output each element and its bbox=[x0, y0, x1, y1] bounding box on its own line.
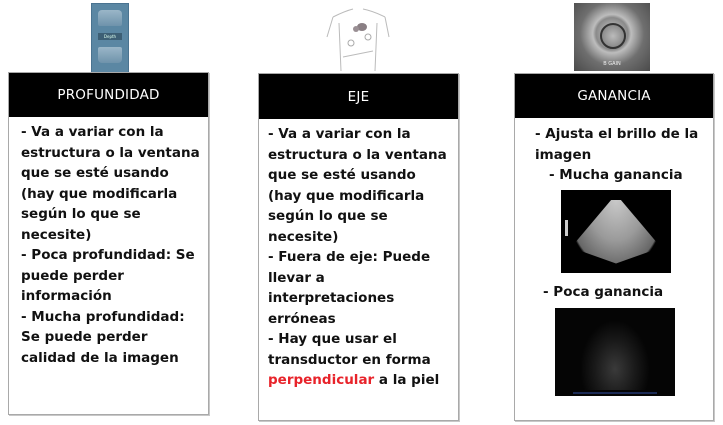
torso-transducer-positions-icon bbox=[323, 3, 393, 71]
text-line: (hay que modificarla bbox=[268, 187, 425, 204]
text-line: - Va a variar con la bbox=[21, 124, 164, 140]
depth-control-buttons-icon: Depth bbox=[91, 3, 129, 73]
card-body bbox=[515, 118, 713, 396]
profundidad-card bbox=[8, 72, 209, 415]
text-line: estructura o la ventana bbox=[268, 146, 447, 163]
text-line: transductor en forma bbox=[268, 351, 431, 368]
text-line: que se esté usando bbox=[268, 167, 416, 183]
text-line: según lo que se bbox=[268, 208, 388, 224]
card-title: PROFUNDIDAD bbox=[57, 87, 160, 103]
card-header bbox=[515, 74, 713, 118]
card-title: GANANCIA bbox=[577, 88, 651, 104]
low-gain-label: - Poca ganancia bbox=[543, 283, 664, 300]
text-line: necesite) bbox=[268, 228, 339, 245]
text-line: estructura o la ventana bbox=[21, 144, 200, 161]
text-line: - Fuera de eje: Puede bbox=[268, 249, 431, 265]
text-line: - Ajusta el brillo de la bbox=[535, 126, 699, 142]
high-gain-label: - Mucha ganancia bbox=[549, 167, 683, 183]
card-body bbox=[259, 119, 458, 391]
highlight-perpendicular: perpendicular bbox=[268, 372, 375, 388]
text-line: llevar a bbox=[268, 269, 325, 286]
text-line: - Mucha profundidad: bbox=[21, 308, 185, 325]
text-line: - Va a variar con la bbox=[268, 126, 411, 142]
text-line: interpretaciones bbox=[268, 290, 395, 306]
ganancia-card bbox=[514, 73, 714, 421]
text-line: Se puede perder bbox=[21, 329, 148, 345]
text-line: - Hay que usar el bbox=[268, 331, 397, 347]
text-line: imagen bbox=[535, 146, 592, 163]
text-line: (hay que modificarla bbox=[21, 185, 178, 202]
card-body bbox=[9, 117, 208, 368]
text-line: puede perder bbox=[21, 267, 124, 284]
text-line: según lo que se bbox=[21, 206, 141, 222]
text-line: - Poca profundidad: Se bbox=[21, 247, 195, 263]
text-line: calidad de la imagen bbox=[21, 349, 179, 366]
low-gain-ultrasound-image bbox=[555, 308, 675, 396]
card-header bbox=[9, 73, 208, 117]
text-rest: a la piel bbox=[374, 372, 440, 388]
text-line: necesite) bbox=[21, 226, 92, 243]
eje-card bbox=[258, 73, 459, 421]
card-title: EJE bbox=[347, 88, 370, 105]
high-gain-ultrasound-image bbox=[561, 190, 671, 273]
text-line: que se esté usando bbox=[21, 165, 169, 181]
card-header bbox=[259, 74, 458, 119]
text-line: erróneas bbox=[268, 310, 336, 327]
text-line-last bbox=[268, 370, 450, 391]
gain-knob-icon: B GAIN bbox=[574, 3, 650, 71]
text-line: información bbox=[21, 288, 112, 304]
